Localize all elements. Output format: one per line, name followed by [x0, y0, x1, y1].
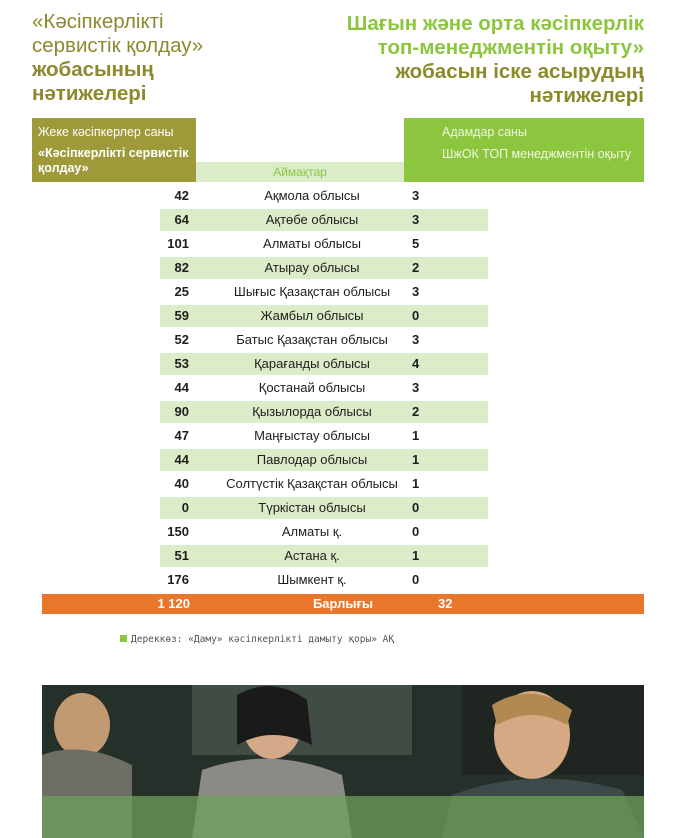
header-entrepreneurs-title: Жеке кәсіпкерлер саны [38, 125, 174, 139]
row-region: Түркістан облысы [258, 500, 366, 515]
table-row [160, 280, 488, 304]
row-entrepreneurs: 25 [174, 284, 189, 299]
table-row [160, 328, 488, 352]
header-entrepreneurs [32, 118, 196, 182]
header-people-title: Адамдар саны [442, 125, 527, 139]
row-region: Алматы қ. [281, 524, 343, 539]
row-people: 1 [412, 428, 420, 443]
row-people: 1 [412, 476, 420, 491]
data-table [160, 184, 488, 592]
row-region: Ақмола облысы [264, 188, 360, 203]
right-title [284, 12, 644, 108]
left-title-line-4: нәтижелері [32, 82, 147, 105]
row-entrepreneurs: 47 [174, 428, 189, 443]
row-region: Жамбыл облысы [260, 308, 364, 323]
row-people: 1 [412, 452, 420, 467]
table-row [160, 568, 488, 592]
row-entrepreneurs: 101 [167, 236, 189, 251]
row-people: 2 [412, 260, 420, 275]
right-title-line-3: жобасын іске асырудың [395, 60, 644, 83]
left-title-line-2: сервистік қолдау» [32, 34, 204, 57]
table-row [160, 448, 488, 472]
row-region: Қызылорда облысы [252, 404, 372, 419]
right-title-line-1: Шағын және орта кәсіпкерлік [346, 12, 644, 35]
row-region: Алматы облысы [263, 236, 361, 251]
header-people [404, 118, 644, 182]
row-entrepreneurs: 51 [174, 548, 189, 563]
row-people: 5 [412, 236, 420, 251]
row-entrepreneurs: 40 [174, 476, 189, 491]
table-row [160, 520, 488, 544]
total-label: Барлығы [312, 596, 374, 611]
row-entrepreneurs: 52 [174, 332, 189, 347]
row-people: 0 [412, 524, 420, 539]
row-people: 2 [412, 404, 420, 419]
left-title-line-1: «Кәсіпкерлікті [32, 10, 164, 33]
row-entrepreneurs: 82 [174, 260, 189, 275]
row-people: 3 [412, 212, 420, 227]
row-people: 0 [412, 572, 420, 587]
table-row [160, 232, 488, 256]
table-row [160, 544, 488, 568]
row-entrepreneurs: 59 [174, 308, 189, 323]
row-region: Павлодар облысы [256, 452, 368, 467]
table-row [160, 352, 488, 376]
row-people: 3 [412, 284, 420, 299]
row-people: 3 [412, 380, 420, 395]
row-people: 0 [412, 308, 420, 323]
table-row [160, 496, 488, 520]
source-text: Дереккөз: «Даму» кәсіпкерлікті дамыту қоры» АҚ [131, 634, 395, 645]
row-entrepreneurs: 42 [174, 188, 189, 203]
row-region: Астана қ. [284, 548, 340, 563]
row-people: 4 [412, 356, 420, 371]
header-entrepreneurs-sub: «Кәсіпкерлікті сервистік қолдау» [38, 146, 189, 175]
source-note [120, 634, 394, 646]
source-marker [120, 635, 127, 642]
row-entrepreneurs: 0 [181, 500, 189, 515]
table-row [160, 400, 488, 424]
total-people: 32 [438, 596, 453, 611]
row-entrepreneurs: 44 [174, 380, 189, 395]
right-title-line-2: топ-менеджментін оқыту» [377, 36, 644, 59]
row-region: Маңғыстау облысы [254, 428, 370, 443]
row-region: Шығыс Қазақстан облысы [233, 284, 391, 299]
header-regions: Аймақтар [196, 162, 404, 182]
row-entrepreneurs: 64 [174, 212, 189, 227]
row-people: 3 [412, 332, 420, 347]
row-region: Шымкент қ. [277, 572, 347, 587]
row-region: Қостанай облысы [258, 380, 366, 395]
table-row [160, 376, 488, 400]
photo-overlay [42, 796, 644, 838]
row-entrepreneurs: 90 [174, 404, 189, 419]
table-row [160, 424, 488, 448]
table-row [160, 208, 488, 232]
table-row [160, 256, 488, 280]
row-entrepreneurs: 150 [167, 524, 189, 539]
row-people: 1 [412, 548, 420, 563]
row-region: Ақтөбе облысы [265, 212, 359, 227]
table-row [160, 184, 488, 208]
header-people-sub: ШжОК ТОП менеджментін оқыту [442, 147, 632, 161]
left-title-line-3: жобасының [32, 58, 154, 81]
row-region: Солтүстік Қазақстан облысы [226, 476, 398, 491]
row-region: Атырау облысы [264, 260, 360, 275]
total-entrepreneurs: 1 120 [157, 596, 190, 611]
row-people: 0 [412, 500, 420, 515]
row-people: 3 [412, 188, 420, 203]
total-row [42, 594, 644, 614]
row-entrepreneurs: 53 [174, 356, 189, 371]
right-title-line-4: нәтижелері [529, 84, 644, 107]
table-row [160, 472, 488, 496]
row-entrepreneurs: 176 [167, 572, 189, 587]
row-region: Қарағанды облысы [254, 356, 370, 371]
table-row [160, 304, 488, 328]
photo [42, 685, 644, 838]
row-entrepreneurs: 44 [174, 452, 189, 467]
row-region: Батыс Қазақстан облысы [236, 332, 388, 347]
